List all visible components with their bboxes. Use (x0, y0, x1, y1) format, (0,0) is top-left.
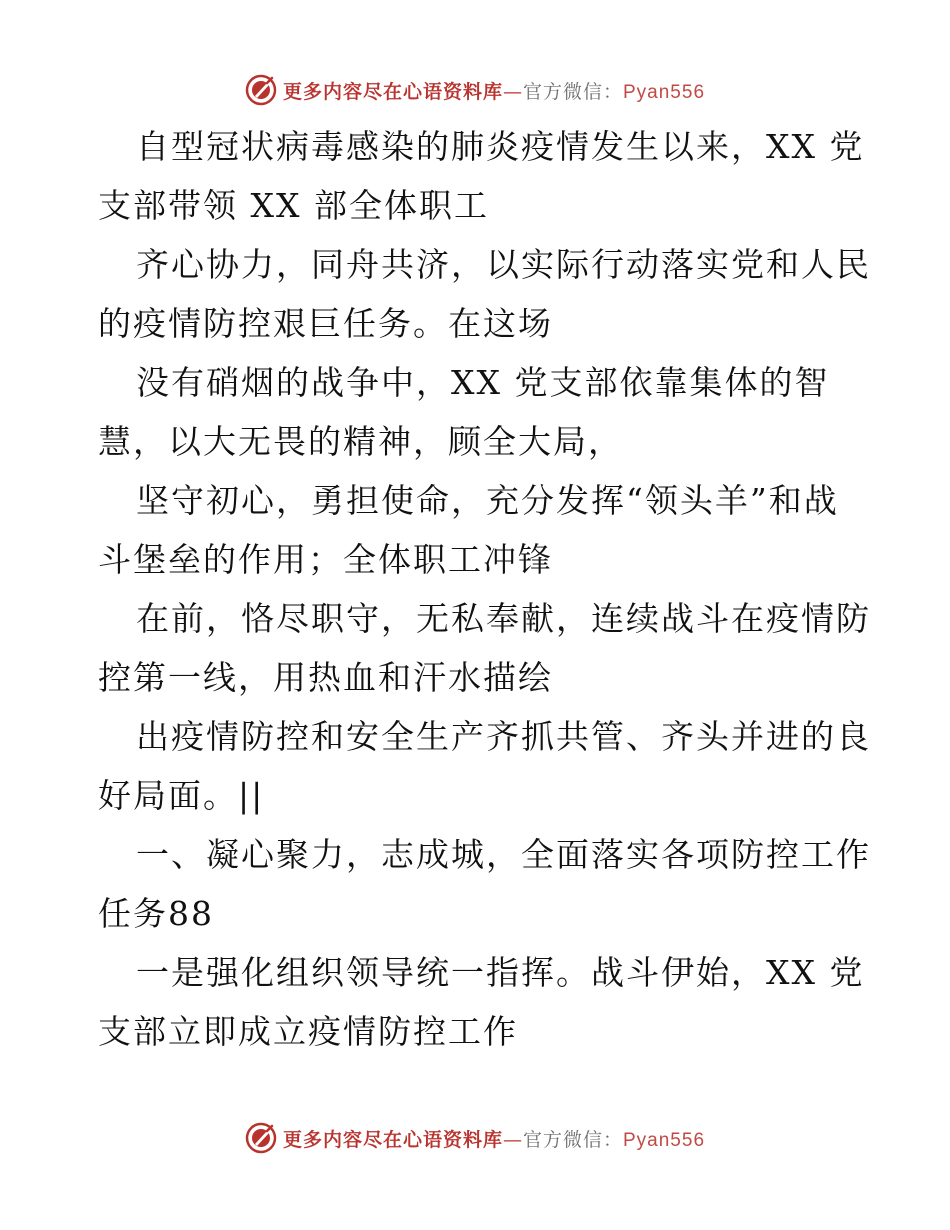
paragraph-line: 在前，恪尽职守，无私奉献，连续战斗在疫情防 (136, 599, 871, 638)
paragraph-line: 支部立即成立疫情防控工作 (98, 1012, 518, 1051)
footer-banner (0, 1118, 950, 1158)
header-dash: — (502, 80, 523, 103)
paragraph-line: 一是强化组织领导统一指挥。战斗伊始，XX 党 (136, 953, 865, 992)
footer-banner-text (283, 1125, 705, 1152)
quill-pen-seal-icon (245, 1122, 277, 1154)
paragraph-line: 斗堡垒的作用；全体职工冲锋 (98, 540, 553, 579)
header-official-label: 官方微信： (522, 80, 623, 103)
paragraph-3 (98, 353, 868, 471)
paragraph-7 (98, 825, 871, 943)
paragraph-line: 的疫情防控艰巨任务。在这场 (98, 304, 553, 343)
paragraph-1 (98, 117, 868, 235)
paragraph-line: 任务88 (98, 894, 214, 933)
paragraph-line: 控第一线，用热血和汗水描绘 (98, 658, 553, 697)
paragraph-line: 支部带领 XX 部全体职工 (98, 186, 489, 225)
footer-wechat-id: Pyan556 (623, 1129, 706, 1151)
paragraph-line: 齐心协力，同舟共济，以实际行动落实党和人民 (136, 245, 871, 284)
header-banner (0, 70, 950, 110)
document-body (98, 117, 871, 1061)
quill-pen-seal-icon (245, 74, 277, 106)
paragraph-6 (98, 707, 871, 825)
footer-dash: — (502, 1128, 523, 1151)
paragraph-line: 坚守初心，勇担使命，充分发挥“领头羊”和战 (136, 481, 839, 520)
paragraph-2 (98, 235, 871, 353)
header-brand: 更多内容尽在心语资料库 (282, 80, 503, 103)
footer-brand: 更多内容尽在心语资料库 (282, 1128, 503, 1151)
paragraph-line: 好局面。|| (98, 776, 265, 815)
paragraph-line: 慧，以大无畏的精神，顾全大局， (98, 422, 623, 461)
paragraph-line: 没有硝烟的战争中，XX 党支部依靠集体的智 (136, 363, 830, 402)
footer-official-label: 官方微信： (522, 1128, 623, 1151)
header-wechat-id: Pyan556 (623, 81, 706, 103)
paragraph-line: 自型冠状病毒感染的肺炎疫情发生以来，XX 党 (136, 127, 865, 166)
paragraph-line: 一、凝心聚力，志成城，全面落实各项防控工作 (136, 835, 871, 874)
header-banner-text (283, 77, 705, 104)
paragraph-5 (98, 589, 871, 707)
paragraph-8 (98, 943, 868, 1061)
paragraph-4 (98, 471, 868, 589)
paragraph-line: 出疫情防控和安全生产齐抓共管、齐头并进的良 (136, 717, 871, 756)
